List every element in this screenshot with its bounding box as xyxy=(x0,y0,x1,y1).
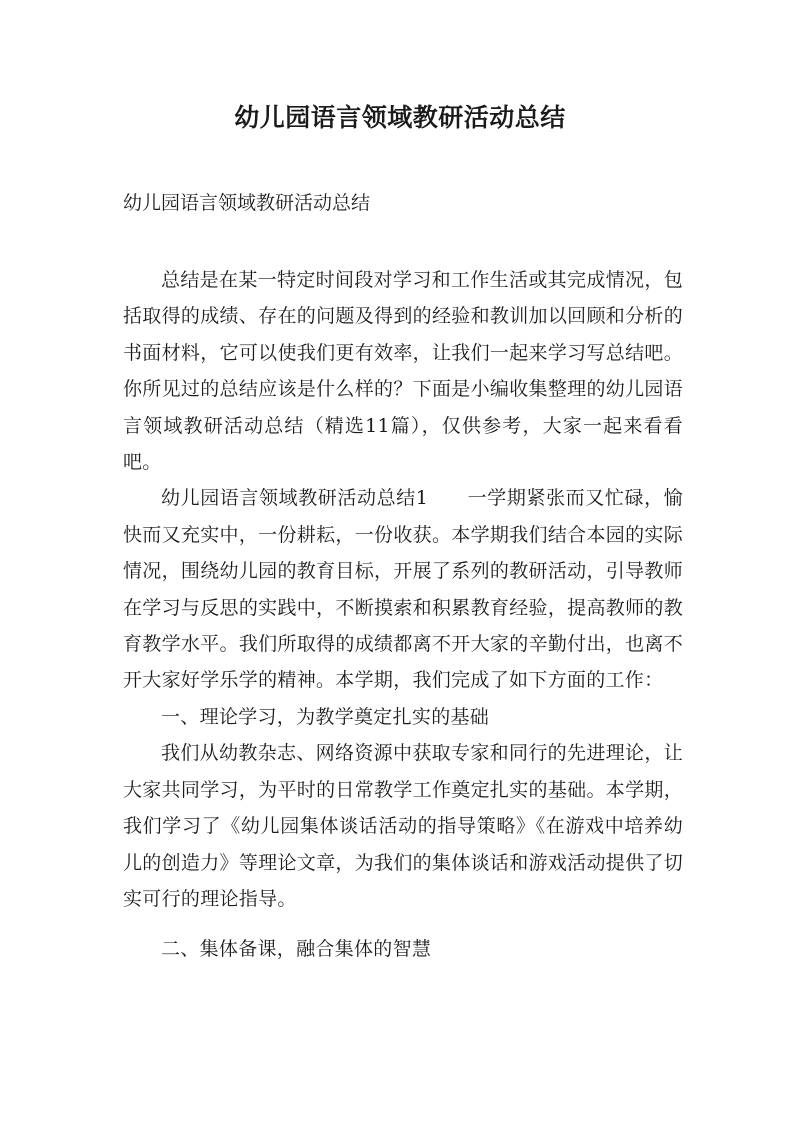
document-subtitle: 幼儿园语言领域教研活动总结 xyxy=(123,192,371,214)
document-body xyxy=(123,262,683,968)
document-title: 幼儿园语言领域教研活动总结 xyxy=(234,103,566,132)
intro-paragraph: 总结是在某一特定时间段对学习和工作生活或其完成情况，包括取得的成绩、存在的问题及得到的经验和教训加以回顾和分析的书面材料，它可以使我们更有效率，让我们一起来学习写总结吧。你所见过的总结应该是什么样的？下面是小编收集整理的幼儿园语言领域教研活动总结（精选11篇），仅供参考，大家一起来看看吧。 xyxy=(123,269,683,474)
section-heading-lesson-prep: 二、集体备课，融合集体的智慧 xyxy=(161,938,432,961)
section-one-paragraph: 幼儿园语言领域教研活动总结1 一学期紧张而又忙碌，愉快而又充实中，一份耕耘，一份收获。本学期我们结合本园的实际情况，围绕幼儿园的教育目标，开展了系列的教研活动，引导教师在学习与反思的实践中，不断摸索和积累教育经验，提高教师的教育教学水平。我们所取得的成绩都离不开大家的辛勤付出，也离不开大家好学乐学的精神。本学期，我们完成了如下方面的工作： xyxy=(123,487,683,692)
section-heading-theory: 一、理论学习，为教学奠定扎实的基础 xyxy=(161,705,490,728)
theory-paragraph: 我们从幼教杂志、网络资源中获取专家和同行的先进理论，让大家共同学习，为平时的日常教学工作奠定扎实的基础。本学期，我们学习了《幼儿园集体谈话活动的指导策略》《在游戏中培养幼儿的创造力》等理论文章，为我们的集体谈话和游戏活动提供了切实可行的理论指导。 xyxy=(123,742,683,910)
